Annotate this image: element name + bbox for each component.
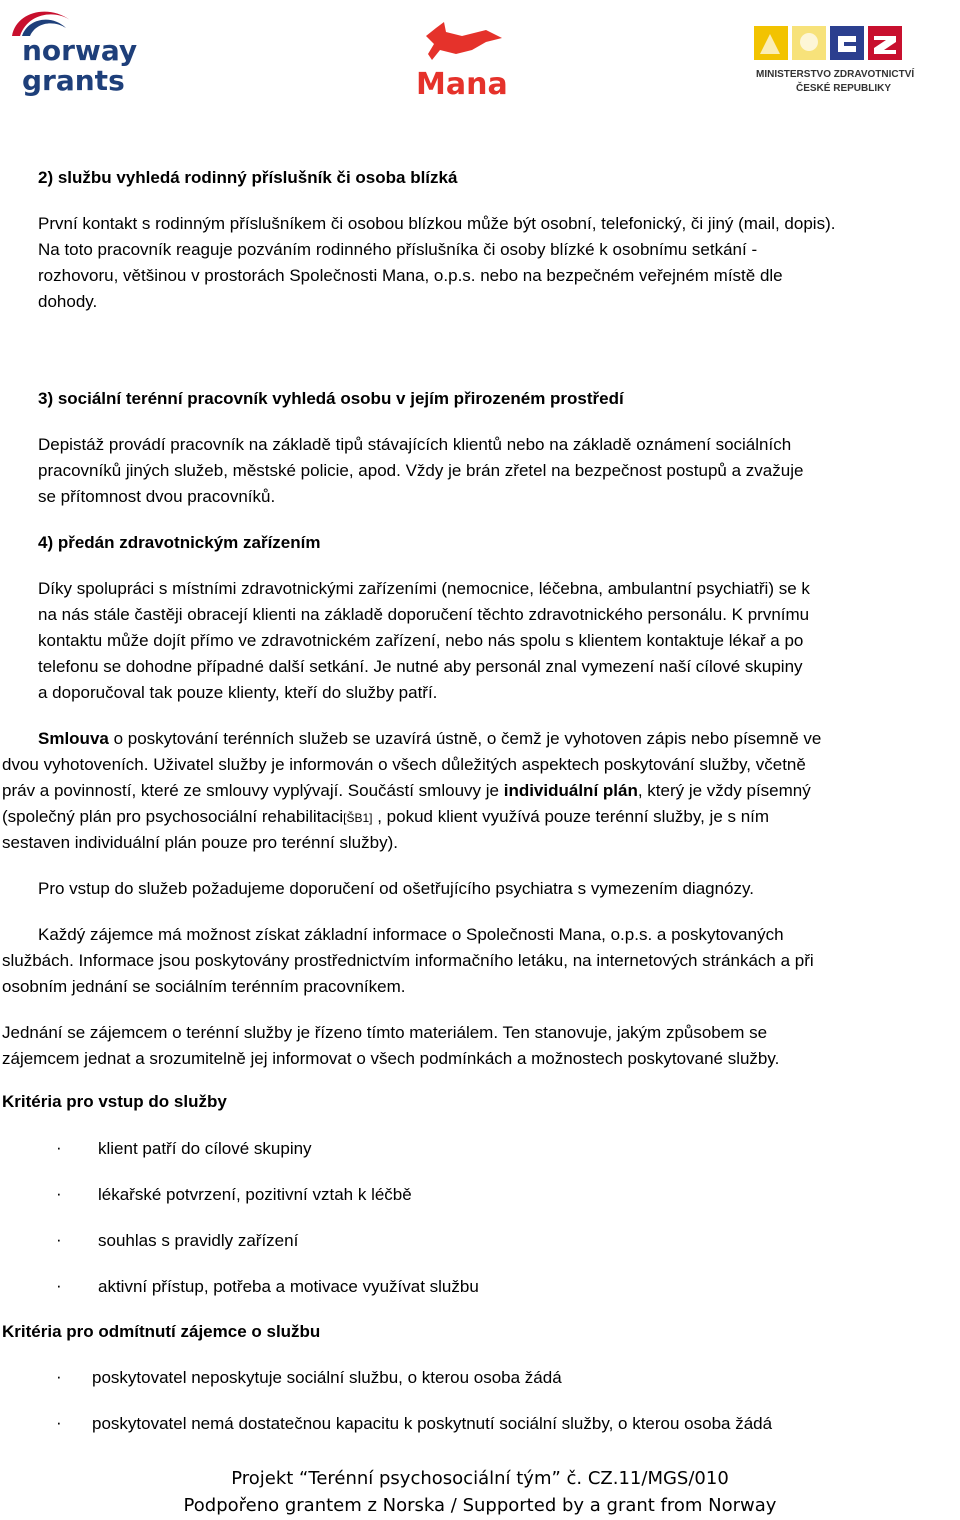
ministry-logo-line2: ČESKÉ REPUBLIKY [796, 83, 892, 94]
section-2-line: rozhovoru, většinou v prostorách Společnosti Mana, o.p.s. nebo na bezpečném veřejném místě dle [38, 266, 783, 285]
section-3-line: se přítomnost dvou pracovníků. [38, 487, 276, 506]
fox-icon [416, 20, 506, 70]
section-3-heading: 3) sociální terénní pracovník vyhledá osobu v jejím přirozeném prostředí [38, 389, 624, 408]
bullet-icon: · [56, 1138, 62, 1157]
ministry-logo-line1: MINISTERSTVO ZDRAVOTNICTVÍ [756, 69, 915, 80]
smlouva-text: , který je vždy písemný [637, 781, 811, 800]
section-4-line: Díky spolupráci s místními zdravotnickými zařízeními (nemocnice, léčebna, ambulantní psychiatři) se k [38, 579, 810, 598]
section-2-heading: 2) službu vyhledá rodinný příslušník či osoba blízká [38, 168, 458, 187]
smlouva-line-2: dvou vyhotoveních. Uživatel služby je informován o všech důležitých aspektech poskytování služby, včetně [2, 755, 806, 774]
list-item: aktivní přístup, potřeba a motivace využívat službu [98, 1277, 479, 1296]
section-2-line: První kontakt s rodinným příslušníkem či osobou blízkou může být osobní, telefonický, či jiný (mail, dopis). [38, 214, 836, 233]
individual-plan-term: individuální plán [503, 781, 638, 800]
footer-support-line: Podpořeno grantem z Norska / Supported by a grant from Norway [183, 1495, 777, 1516]
smlouva-text: (společný plán pro psychosociální rehabilitaci [2, 807, 344, 826]
section-4-line: telefonu se dohodne případné další setkání. Je nutné aby personál znal vymezení naší cílové skupiny [38, 657, 803, 676]
list-item: souhlas s pravidly zařízení [98, 1231, 299, 1250]
smlouva-line-3 [2, 778, 811, 804]
comment-marker[interactable]: [ŠB1] [343, 811, 373, 825]
norway-logo-line1: norway [22, 34, 138, 67]
section-2-line: Na toto pracovník reaguje pozváním rodinného příslušníka či osoby blízké k osobnímu setkání - [38, 240, 758, 259]
section-3-line: pracovníků jiných služeb, městské policie, apod. Vždy je brán zřetel na bezpečnost postupů a zvažuje [38, 461, 804, 480]
section-4-line: na nás stále častěji obracejí klienti na základě doporučení těchto zdravotnického personálu. K prvnímu [38, 605, 810, 624]
smlouva-bold-term: Smlouva [38, 729, 109, 748]
smlouva-line-1 [38, 726, 821, 752]
bullet-icon: · [56, 1367, 62, 1386]
kriteria-odmitnuti-heading: Kritéria pro odmítnutí zájemce o službu [2, 1322, 321, 1341]
mana-logo [412, 20, 522, 104]
bullet-icon: · [56, 1413, 62, 1432]
jednani-line: zájemcem jednat a srozumitelně jej informovat o všech podmínkách a možnostech poskytované služby. [2, 1049, 780, 1068]
info-line: Každý zájemce má možnost získat základní informace o Společnosti Mana, o.p.s. a poskytovaných [38, 925, 784, 944]
section-4-line: kontaktu může dojít přímo ve zdravotnickém zařízení, nebo nás spolu s klientem kontaktuje lékař a po [38, 631, 804, 650]
section-3-line: Depistáž provádí pracovník na základě tipů stávajících klientů nebo na základě oznámení sociálních [38, 435, 792, 454]
list-item: poskytovatel nemá dostatečnou kapacitu k poskytnutí sociální služby, o kterou osoba žádá [92, 1414, 773, 1433]
list-item: lékařské potvrzení, pozitivní vztah k léčbě [98, 1185, 412, 1204]
bullet-icon: · [56, 1184, 62, 1203]
smlouva-text: práv a povinností, které ze smlouvy vyplývají. Součástí smlouvy je [2, 781, 504, 800]
smlouva-text: , pokud klient využívá pouze terénní služby, je s ním [372, 807, 770, 826]
kriteria-vstup-heading: Kritéria pro vstup do služby [2, 1092, 227, 1111]
vstup-paragraph: Pro vstup do služeb požadujeme doporučení od ošetřujícího psychiatra s vymezením diagnózy. [38, 879, 754, 898]
footer-project-line: Projekt “Terénní psychosociální tým” č. CZ.11/MGS/010 [231, 1468, 729, 1489]
smlouva-line-4 [2, 804, 769, 831]
section-4-heading: 4) předán zdravotnickým zařízením [38, 533, 321, 552]
mana-logo-text: Mana [416, 67, 508, 102]
norway-logo-line2: grants [22, 64, 125, 97]
norway-grants-logo [8, 6, 158, 102]
section-4-line: a doporučoval tak pouze klienty, kteří do služby patří. [38, 683, 438, 702]
jednani-line: Jednání se zájemcem o terénní služby je řízeno tímto materiálem. Ten stanovuje, jakým způsobem se [2, 1023, 768, 1042]
ministry-emblem-icon [754, 20, 930, 64]
info-line: službách. Informace jsou poskytovány prostřednictvím informačního letáku, na internetových stránkách a při [2, 951, 814, 970]
list-item: poskytovatel neposkytuje sociální službu, o kterou osoba žádá [92, 1368, 562, 1387]
smlouva-line-5: sestaven individuální plán pouze pro terénní služby). [2, 833, 398, 852]
bullet-icon: · [56, 1276, 62, 1295]
section-2-line: dohody. [38, 292, 98, 311]
info-line: osobním jednání se sociálním terénním pracovníkem. [2, 977, 406, 996]
list-item: klient patří do cílové skupiny [98, 1139, 312, 1158]
smlouva-text: o poskytování terénních služeb se uzavírá ústně, o čemž je vyhotoven zápis nebo písemně ve [108, 729, 822, 748]
ministry-of-health-logo [752, 20, 932, 104]
bullet-icon: · [56, 1230, 62, 1249]
